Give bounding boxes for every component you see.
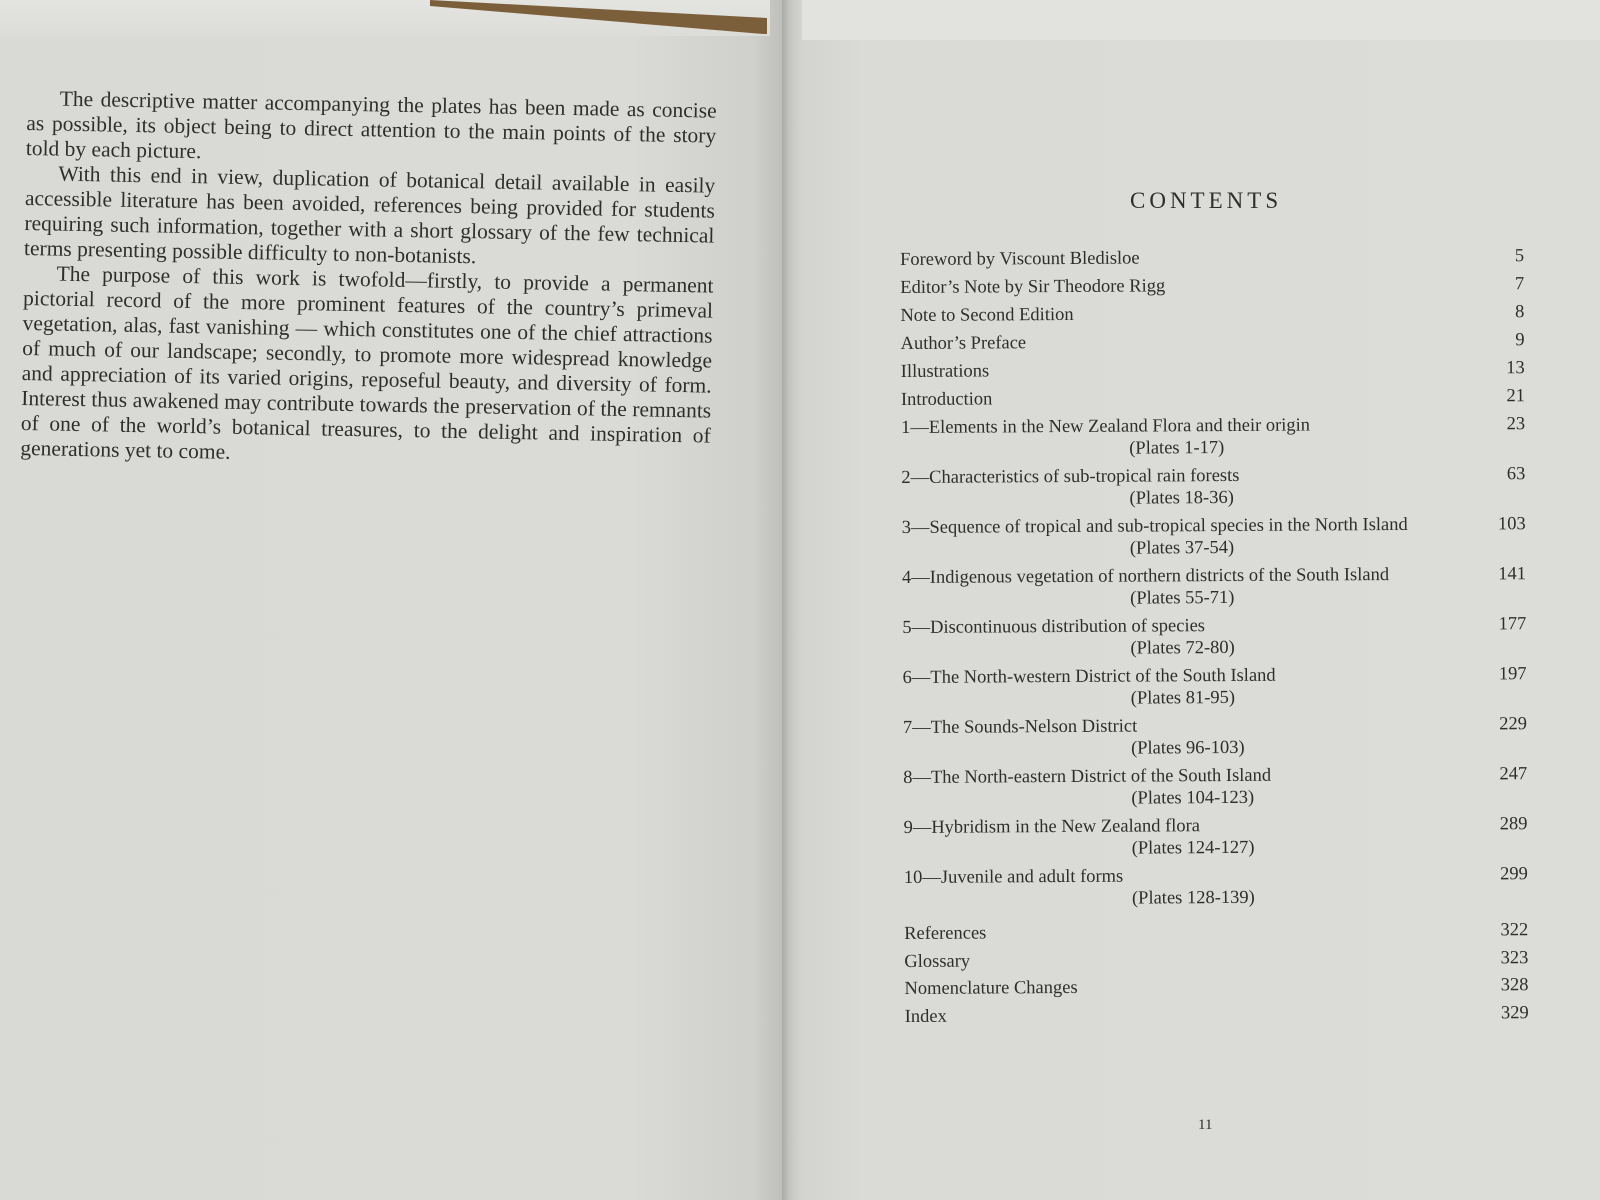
toc-entry-page: 13 bbox=[1506, 358, 1525, 379]
toc-chapter-entry bbox=[902, 513, 1526, 567]
toc-entry-page: 8 bbox=[1515, 302, 1525, 323]
toc-entry bbox=[901, 385, 1525, 417]
toc-entry-page: 21 bbox=[1506, 386, 1525, 407]
toc-chapter-plates: (Plates 55-71) bbox=[1130, 587, 1235, 609]
toc-entry-title: Glossary bbox=[904, 951, 971, 972]
toc-entry-title: Foreword by Viscount Bledisloe bbox=[900, 248, 1140, 270]
toc-chapter-title: 3—Sequence of tropical and sub-tropical species in the North Island bbox=[901, 514, 1408, 538]
toc-chapter-plates: (Plates 104-123) bbox=[1131, 787, 1255, 809]
toc-entry-page: 7 bbox=[1514, 274, 1525, 295]
toc-entry bbox=[901, 329, 1525, 361]
toc-chapter-entry bbox=[903, 763, 1527, 817]
toc-entry bbox=[904, 919, 1528, 950]
table-of-contents bbox=[900, 245, 1529, 1033]
toc-entry-title: Editor’s Note by Sir Theodore Rigg bbox=[900, 276, 1166, 298]
toc-chapter-plates: (Plates 124-127) bbox=[1131, 837, 1255, 859]
toc-entry-page: 197 bbox=[1498, 664, 1527, 685]
toc-entry bbox=[905, 1002, 1529, 1033]
toc-entry bbox=[900, 273, 1524, 305]
toc-chapter-plates: (Plates 72-80) bbox=[1130, 637, 1235, 659]
page-number: 11 bbox=[1198, 1117, 1213, 1133]
toc-chapter-entry bbox=[903, 813, 1527, 867]
toc-entry-page: 322 bbox=[1500, 920, 1529, 941]
toc-entry-title: Introduction bbox=[900, 389, 993, 410]
toc-chapter-title: 6—The North-western District of the South Island bbox=[902, 665, 1276, 688]
toc-entry bbox=[901, 357, 1525, 389]
toc-entry-title: Index bbox=[904, 1006, 947, 1027]
toc-chapter-plates: (Plates 81-95) bbox=[1130, 687, 1236, 709]
toc-entry bbox=[904, 947, 1528, 978]
toc-entry-page: 323 bbox=[1500, 947, 1529, 968]
toc-chapter-entry bbox=[903, 713, 1527, 767]
toc-entry-page: 23 bbox=[1506, 414, 1526, 435]
toc-chapter-plates: (Plates 128-139) bbox=[1131, 887, 1255, 909]
toc-chapter-entry bbox=[901, 413, 1525, 467]
toc-entry-page: 9 bbox=[1515, 330, 1525, 351]
toc-entry-page: 329 bbox=[1500, 1002, 1529, 1023]
toc-chapter-plates: (Plates 1-17) bbox=[1129, 438, 1225, 459]
toc-entry-page: 328 bbox=[1500, 975, 1529, 996]
top-background-right bbox=[790, 0, 1600, 44]
toc-entry-title: Note to Second Edition bbox=[900, 304, 1074, 326]
toc-entry-title: Author’s Preface bbox=[900, 333, 1027, 354]
toc-chapter-title: 10—Juvenile and adult forms bbox=[903, 866, 1124, 888]
toc-chapter-plates: (Plates 37-54) bbox=[1129, 537, 1235, 559]
toc-chapter-entry bbox=[901, 463, 1525, 517]
book-gutter bbox=[782, 0, 802, 1200]
toc-chapter-title: 4—Indigenous vegetation of northern districts of the South Island bbox=[901, 565, 1390, 588]
toc-entry-page: 289 bbox=[1499, 814, 1528, 835]
preface-paragraph: The descriptive matter accompanying the plates has been made as concise as possible, its object being to direct attention to the main points of the story told by each picture. bbox=[25, 86, 717, 164]
toc-entry-title: References bbox=[904, 923, 987, 944]
toc-chapter-plates: (Plates 96-103) bbox=[1130, 737, 1245, 759]
toc-chapter-entry bbox=[903, 663, 1527, 717]
toc-chapter-entry bbox=[902, 613, 1526, 667]
preface-text bbox=[20, 86, 717, 474]
toc-entry-page: 299 bbox=[1500, 864, 1528, 885]
toc-entry bbox=[900, 301, 1524, 333]
toc-chapter-title: 1—Elements in the New Zealand Flora and their origin bbox=[901, 415, 1311, 438]
contents-heading: CONTENTS bbox=[1130, 188, 1283, 213]
toc-entry bbox=[900, 245, 1524, 277]
toc-chapter-title: 2—Characteristics of sub-tropical rain forests bbox=[901, 465, 1240, 488]
toc-chapter-title: 5—Discontinuous distribution of species bbox=[902, 616, 1206, 638]
preface-paragraph: The purpose of this work is twofold—firstly, to provide a permanent pictorial record of the more prominent features of the country’s primeval vegetation, alas, fast vanishing — which constitutes one of the chief attractions of much of our landscape; secondly, to promote more widespread knowledge and appreciation of its varied origins, reposeful beauty, and diversity of form. Interest thus awakened may contribute towards the preservation of the remnants of one of the world’s botanical treasures, to the delight and inspiration of generations yet to come. bbox=[20, 261, 714, 464]
toc-chapter-title: 8—The North-eastern District of the South Island bbox=[903, 765, 1272, 788]
toc-entry-title: Illustrations bbox=[900, 361, 990, 382]
toc-chapter-entry bbox=[902, 563, 1526, 617]
toc-entry-page: 5 bbox=[1514, 246, 1525, 267]
toc-chapter-plates: (Plates 18-36) bbox=[1129, 487, 1234, 509]
toc-chapter-entry bbox=[904, 863, 1528, 917]
toc-entry-page: 141 bbox=[1498, 564, 1527, 585]
toc-entry-title: Nomenclature Changes bbox=[904, 977, 1078, 999]
toc-entry-page: 103 bbox=[1497, 514, 1526, 535]
toc-entry-page: 247 bbox=[1499, 764, 1528, 785]
toc-entry-page: 63 bbox=[1506, 464, 1526, 485]
toc-chapter-title: 7—The Sounds-Nelson District bbox=[902, 716, 1138, 738]
toc-entry bbox=[904, 974, 1528, 1005]
toc-entry-page: 229 bbox=[1499, 714, 1527, 735]
toc-chapter-title: 9—Hybridism in the New Zealand flora bbox=[903, 816, 1201, 838]
toc-entry-page: 177 bbox=[1498, 614, 1527, 635]
preface-paragraph: With this end in view, duplication of botanical detail available in easily accessible literature has been avoided, references being provided for students requiring such information, together with a short glossary of the few technical terms presenting possible difficulty to non-botanists. bbox=[23, 161, 716, 269]
